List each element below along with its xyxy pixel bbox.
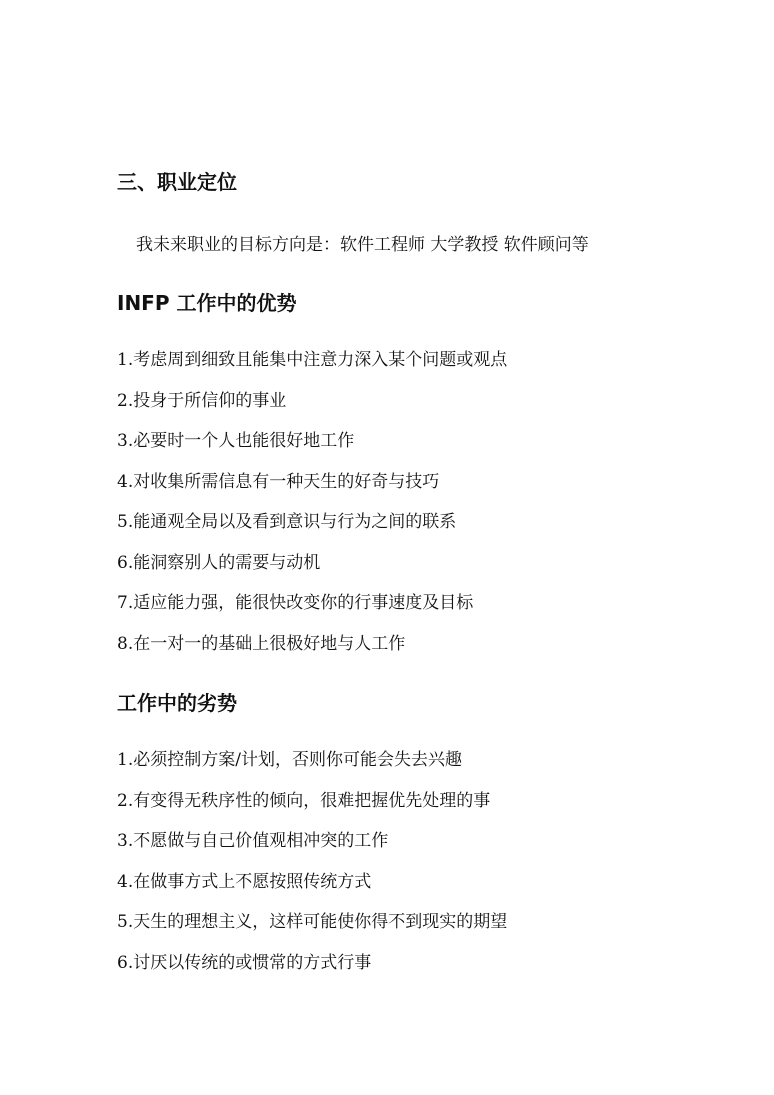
section-heading-strengths: INFP 工作中的优势 — [117, 291, 297, 315]
section-heading-career-positioning: 三、职业定位 — [117, 170, 237, 194]
section-heading-weaknesses: 工作中的劣势 — [117, 691, 237, 715]
list-item: 6.能洞察别人的需要与动机 — [117, 552, 321, 573]
list-item: 4.对收集所需信息有一种天生的好奇与技巧 — [117, 471, 440, 492]
list-item: 2.投身于所信仰的事业 — [117, 390, 287, 411]
list-item: 5.能通观全局以及看到意识与行为之间的联系 — [117, 512, 457, 532]
list-item: 1.必须控制方案/计划，否则你可能会失去兴趣 — [117, 750, 462, 770]
list-item: 5.天生的理想主义，这样可能使你得不到现实的期望 — [117, 912, 508, 932]
list-item: 6.讨厌以传统的或惯常的方式行事 — [117, 952, 372, 973]
career-goal-paragraph: 我未来职业的目标方向是：软件工程师 大学教授 软件顾问等 — [136, 235, 589, 255]
list-item: 3.不愿做与自己价值观相冲突的工作 — [117, 831, 389, 851]
list-item: 1.考虑周到细致且能集中注意力深入某个问题或观点 — [117, 350, 508, 370]
list-item: 2.有变得无秩序性的倾向，很难把握优先处理的事 — [117, 790, 491, 811]
weaknesses-list — [117, 748, 507, 991]
list-item: 7.适应能力强，能很快改变你的行事速度及目标 — [117, 593, 474, 613]
list-item: 4.在做事方式上不愿按照传统方式 — [117, 871, 372, 892]
list-item: 3.必要时一个人也能很好地工作 — [117, 431, 355, 451]
strengths-list — [117, 348, 507, 672]
list-item: 8.在一对一的基础上很极好地与人工作 — [117, 633, 406, 654]
